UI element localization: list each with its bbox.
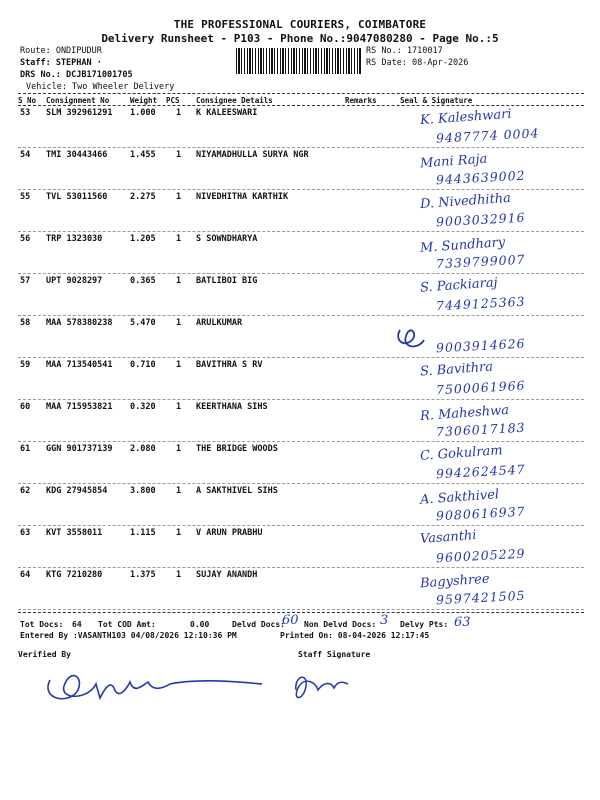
verified-by-signature bbox=[48, 676, 262, 699]
row-handwritten-phone: 9443639002 bbox=[435, 167, 526, 188]
row-weight: 1.115 bbox=[130, 528, 156, 538]
row-pcs: 1 bbox=[176, 318, 182, 328]
row-pcs: 1 bbox=[176, 108, 182, 118]
row-consignee: NIVEDHITHA KARTHIK bbox=[196, 192, 289, 202]
row-consignment-no: SLM 392961291 bbox=[46, 108, 113, 118]
row-handwritten-name: Mani Raja bbox=[419, 151, 488, 172]
table-row bbox=[0, 484, 600, 526]
row-weight: 2.080 bbox=[130, 444, 156, 454]
verified-by-label: Verified By bbox=[18, 650, 71, 659]
barcode bbox=[236, 48, 362, 74]
row-sno: 59 bbox=[20, 360, 31, 370]
tot-docs-label: Tot Docs: bbox=[20, 620, 64, 629]
row-consignee: ARULKUMAR bbox=[196, 318, 243, 328]
row-consignee: BATLIBOI BIG bbox=[196, 276, 258, 286]
delvd-docs-handwritten: 60 bbox=[282, 613, 299, 628]
row-handwritten-name: D. Nivedhitha bbox=[419, 190, 512, 213]
tot-docs-value: 64 bbox=[72, 620, 82, 629]
row-consignment-no: KDG 27945854 bbox=[46, 486, 108, 496]
row-handwritten-phone: 9942624547 bbox=[435, 461, 526, 482]
row-weight: 1.375 bbox=[130, 570, 156, 580]
row-sno: 56 bbox=[20, 234, 31, 244]
cod-value: 0.00 bbox=[190, 620, 210, 629]
row-weight: 3.800 bbox=[130, 486, 156, 496]
row-handwritten-phone: 7306017183 bbox=[435, 419, 526, 440]
row-consignment-no: KVT 3558011 bbox=[46, 528, 103, 538]
row-consignment-no: KTG 7210280 bbox=[46, 570, 103, 580]
table-row bbox=[0, 274, 600, 316]
table-row bbox=[0, 316, 600, 358]
row-consignee: THE BRIDGE WOODS bbox=[196, 444, 278, 454]
row-pcs: 1 bbox=[176, 192, 182, 202]
row-handwritten-phone: 9597421505 bbox=[435, 587, 526, 608]
row-sno: 60 bbox=[20, 402, 31, 412]
row-handwritten-phone: 7500061966 bbox=[435, 377, 526, 398]
col-weight: Weight bbox=[130, 96, 158, 105]
row-handwritten-name: M. Sundhary bbox=[419, 235, 506, 256]
table-row bbox=[0, 400, 600, 442]
cod-label: Tot COD Amt: bbox=[98, 620, 156, 629]
row-divider bbox=[18, 609, 584, 610]
row-consignment-no: MAA 715953821 bbox=[46, 402, 113, 412]
row-pcs: 1 bbox=[176, 444, 182, 454]
row-pcs: 1 bbox=[176, 276, 182, 286]
col-consignee: Consignee Details bbox=[196, 96, 273, 105]
delvy-pts-label: Delvy Pts: bbox=[400, 620, 449, 629]
drs-number: DRS No.: DCJB171001705 bbox=[20, 70, 133, 80]
row-sno: 62 bbox=[20, 486, 31, 496]
row-weight: 0.710 bbox=[130, 360, 156, 370]
row-handwritten-phone: 9487774 0004 bbox=[435, 125, 540, 146]
non-delvd-label: Non Delvd Docs: bbox=[304, 620, 377, 629]
row-handwritten-phone: 7449125363 bbox=[435, 293, 526, 314]
table-row bbox=[0, 106, 600, 148]
row-consignee: V ARUN PRABHU bbox=[196, 528, 263, 538]
row-consignment-no: TMI 30443466 bbox=[46, 150, 108, 160]
col-remarks: Remarks bbox=[345, 96, 377, 105]
row-consignment-no: TRP 1323030 bbox=[46, 234, 103, 244]
row-handwritten-name: Vasanthi bbox=[419, 528, 477, 547]
row-weight: 1.000 bbox=[130, 108, 156, 118]
row-sno: 58 bbox=[20, 318, 31, 328]
row-consignee: BAVITHRA S RV bbox=[196, 360, 263, 370]
footer-divider bbox=[18, 612, 584, 613]
row-consignee: S SOWNDHARYA bbox=[196, 234, 258, 244]
table-row bbox=[0, 232, 600, 274]
row-consignment-no: GGN 901737139 bbox=[46, 444, 113, 454]
row-sno: 64 bbox=[20, 570, 31, 580]
row-pcs: 1 bbox=[176, 570, 182, 580]
company-title: THE PROFESSIONAL COURIERS, COIMBATORE bbox=[173, 18, 427, 31]
staff-signature bbox=[296, 677, 348, 697]
rs-date: RS Date: 08-Apr-2026 bbox=[366, 58, 469, 68]
row-sno: 55 bbox=[20, 192, 31, 202]
row-pcs: 1 bbox=[176, 402, 182, 412]
row-weight: 1.205 bbox=[130, 234, 156, 244]
row-handwritten-name: C. Gokulram bbox=[419, 443, 504, 464]
row-consignment-no: MAA 578380238 bbox=[46, 318, 113, 328]
row-consignee: NIYAMADHULLA SURYA NGR bbox=[196, 150, 309, 160]
row-pcs: 1 bbox=[176, 360, 182, 370]
row-handwritten-phone: 9003032916 bbox=[435, 209, 526, 230]
staff-signature-label: Staff Signature bbox=[298, 650, 371, 659]
runsheet-title: Delivery Runsheet - P103 - Phone No.:9047080280 - Page No.:5 bbox=[101, 32, 499, 45]
rs-number: RS No.: 1710017 bbox=[366, 46, 443, 56]
row-handwritten-name: K. Kaleshwari bbox=[419, 106, 513, 129]
table-row bbox=[0, 526, 600, 568]
col-seal-signature: Seal & Signature bbox=[400, 96, 473, 105]
delvy-pts-handwritten: 63 bbox=[454, 615, 471, 630]
row-handwritten-name: R. Maheshwa bbox=[419, 402, 510, 425]
entered-by: Entered By :VASANTH103 04/08/2026 12:10:36 PM bbox=[20, 631, 237, 640]
row-pcs: 1 bbox=[176, 486, 182, 496]
printed-on: Printed On: 08-04-2026 12:17:45 bbox=[280, 631, 430, 640]
staff-text: Staff: STEPHAN · bbox=[20, 58, 102, 68]
row-pcs: 1 bbox=[176, 150, 182, 160]
col-consignment: Consignment No bbox=[46, 96, 110, 105]
row-consignment-no: UPT 9028297 bbox=[46, 276, 103, 286]
row-consignment-no: TVL 53011560 bbox=[46, 192, 108, 202]
row-sno: 61 bbox=[20, 444, 31, 454]
row-consignee: KEERTHANA SIHS bbox=[196, 402, 268, 412]
table-row bbox=[0, 190, 600, 232]
row-handwritten-name: A. Sakthivel bbox=[419, 487, 500, 508]
row-handwritten-phone: 9080616937 bbox=[435, 503, 526, 524]
col-pcs: PCS bbox=[166, 96, 180, 105]
row-weight: 0.320 bbox=[130, 402, 156, 412]
row-handwritten-name: S. Packiaraj bbox=[419, 275, 499, 296]
row-weight: 1.455 bbox=[130, 150, 156, 160]
table-row bbox=[0, 148, 600, 190]
row-sno: 53 bbox=[20, 108, 31, 118]
row-consignment-no: MAA 713540541 bbox=[46, 360, 113, 370]
col-sno: S No bbox=[18, 96, 37, 105]
row-handwritten-phone: 9600205229 bbox=[435, 545, 526, 566]
route-text: Route: ONDIPUDUR bbox=[20, 46, 102, 56]
row-consignee: K KALEESWARI bbox=[196, 108, 258, 118]
row-sno: 63 bbox=[20, 528, 31, 538]
table-row bbox=[0, 358, 600, 400]
row-consignee: A SAKTHIVEL SIHS bbox=[196, 486, 278, 496]
row-handwritten-name: S. Bavithra bbox=[419, 359, 494, 380]
row-weight: 5.470 bbox=[130, 318, 156, 328]
row-weight: 2.275 bbox=[130, 192, 156, 202]
table-row bbox=[0, 442, 600, 484]
row-handwritten-phone: 7339799007 bbox=[435, 251, 526, 272]
row-weight: 0.365 bbox=[130, 276, 156, 286]
delvd-docs-label: Delvd Docs: bbox=[232, 620, 285, 629]
non-delvd-handwritten: 3 bbox=[380, 613, 389, 628]
vehicle-text: Vehicle: Two Wheeler Delivery bbox=[26, 82, 175, 92]
row-pcs: 1 bbox=[176, 234, 182, 244]
table-row bbox=[0, 568, 600, 610]
row-sno: 54 bbox=[20, 150, 31, 160]
row-handwritten-phone: 9003914626 bbox=[435, 335, 526, 356]
header-divider bbox=[18, 93, 584, 94]
row-consignee: SUJAY ANANDH bbox=[196, 570, 258, 580]
row-sno: 57 bbox=[20, 276, 31, 286]
row-pcs: 1 bbox=[176, 528, 182, 538]
row-handwritten-name: Bagyshree bbox=[419, 571, 491, 592]
